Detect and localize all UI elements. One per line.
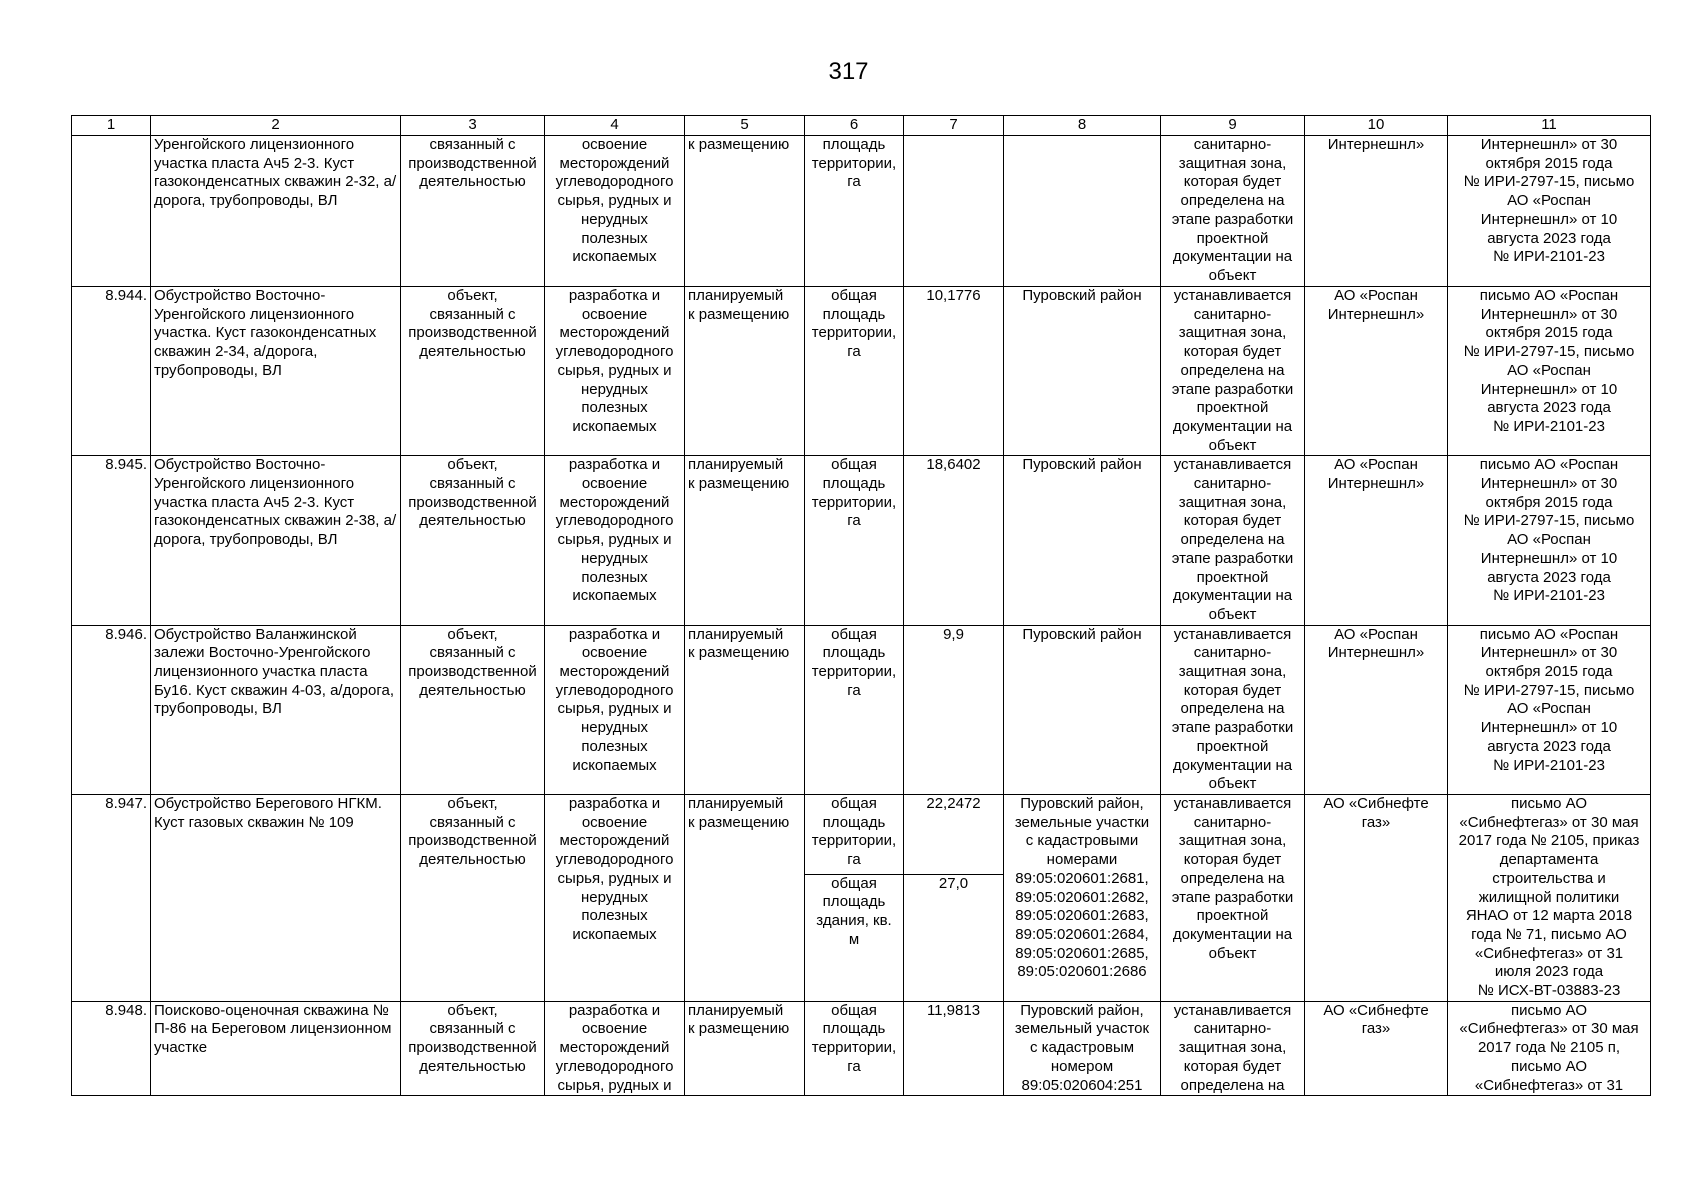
object-purpose: разработка и освоение месторождений углеводородного сырья, рудных и нерудных полезных ископаемых (545, 794, 685, 1001)
table-row (72, 287, 1651, 456)
column-number: 6 (805, 116, 904, 136)
table-row (72, 794, 1651, 874)
table-row (72, 625, 1651, 794)
initiator-org: АО «Роспан Интернешнл» (1305, 287, 1448, 456)
column-number: 2 (151, 116, 401, 136)
row-number: 8.948. (72, 1001, 151, 1096)
column-number: 9 (1161, 116, 1305, 136)
column-number: 5 (685, 116, 805, 136)
object-purpose: разработка и освоение месторождений углеводородного сырья, рудных и нерудных полезных ископаемых (545, 456, 685, 625)
object-category: объект, связанный с производственной деятельностью (401, 287, 545, 456)
object-name: Обустройство Берегового НГКМ. Куст газовых скважин № 109 (151, 794, 401, 1001)
basis-document: письмо АО «Роспан Интернешнл» от 30 октября 2015 года № ИРИ-2797-15, письмо АО «Роспан Интернешнл» от 10 августа 2023 года № ИРИ-2101-23 (1448, 456, 1651, 625)
row-number (72, 136, 151, 287)
column-number: 4 (545, 116, 685, 136)
object-location: Пуровский район, земельный участок с кадастровым номером 89:05:020604:251 (1004, 1001, 1161, 1096)
object-purpose: разработка и освоение месторождений углеводородного сырья, рудных и (545, 1001, 685, 1096)
protection-zone: устанавливается санитарно- защитная зона, которая будет определена на этапе разработки проектной документации на объект (1161, 287, 1305, 456)
object-status: планируемый к размещению (685, 1001, 805, 1096)
column-number: 7 (904, 116, 1004, 136)
characteristic-name: общая площадь здания, кв. м (805, 874, 904, 1001)
characteristic-value: 18,6402 (904, 456, 1004, 625)
object-category: связанный с производственной деятельностью (401, 136, 545, 287)
column-number: 3 (401, 116, 545, 136)
row-number: 8.946. (72, 625, 151, 794)
characteristic-name: общая площадь территории, га (805, 287, 904, 456)
column-number: 1 (72, 116, 151, 136)
column-number: 10 (1305, 116, 1448, 136)
initiator-org: АО «Роспан Интернешнл» (1305, 456, 1448, 625)
characteristic-value: 11,9813 (904, 1001, 1004, 1096)
protection-zone: устанавливается санитарно- защитная зона, которая будет определена на этапе разработки проектной документации на объект (1161, 625, 1305, 794)
initiator-org: АО «Роспан Интернешнл» (1305, 625, 1448, 794)
basis-document: Интернешнл» от 30 октября 2015 года № ИРИ-2797-15, письмо АО «Роспан Интернешнл» от 10 августа 2023 года № ИРИ-2101-23 (1448, 136, 1651, 287)
column-number: 11 (1448, 116, 1651, 136)
basis-document: письмо АО «Сибнефтегаз» от 30 мая 2017 года № 2105, приказ департамента строительства и жилищной политики ЯНАО от 12 марта 2018 года № 71, письмо АО «Сибнефтегаз» от 31 июля 2023 года № ИСХ-ВТ-03883-23 (1448, 794, 1651, 1001)
object-location: Пуровский район (1004, 625, 1161, 794)
initiator-org: АО «Сибнефте газ» (1305, 794, 1448, 1001)
table-row (72, 136, 1651, 287)
object-status: к размещению (685, 136, 805, 287)
object-status: планируемый к размещению (685, 625, 805, 794)
object-status: планируемый к размещению (685, 287, 805, 456)
object-name: Уренгойского лицензионного участка пласта Ач5 2-3. Куст газоконденсатных скважин 2-32, а/дорога, трубопроводы, ВЛ (151, 136, 401, 287)
object-name: Поисково-оценочная скважина № П-86 на Береговом лицензионном участке (151, 1001, 401, 1096)
object-category: объект, связанный с производственной деятельностью (401, 794, 545, 1001)
object-category: объект, связанный с производственной деятельностью (401, 625, 545, 794)
object-purpose: освоение месторождений углеводородного сырья, рудных и нерудных полезных ископаемых (545, 136, 685, 287)
row-number: 8.947. (72, 794, 151, 1001)
characteristic-value: 9,9 (904, 625, 1004, 794)
initiator-org: Интернешнл» (1305, 136, 1448, 287)
object-location (1004, 136, 1161, 287)
page-number: 317 (828, 58, 869, 85)
object-location: Пуровский район, земельные участки с кадастровыми номерами 89:05:020601:2681, 89:05:020601:2682, 89:05:020601:2683, 89:05:020601:2684, 89:05:020601:2685, 89:05:020601:2686 (1004, 794, 1161, 1001)
protection-zone: устанавливается санитарно- защитная зона, которая будет определена на этапе разработки проектной документации на объект (1161, 794, 1305, 1001)
initiator-org: АО «Сибнефте газ» (1305, 1001, 1448, 1096)
objects-table (71, 115, 1651, 1096)
column-number: 8 (1004, 116, 1161, 136)
characteristic-value: 10,1776 (904, 287, 1004, 456)
object-name: Обустройство Восточно-Уренгойского лицензионного участка. Куст газоконденсатных скважин 2-34, а/дорога, трубопроводы, ВЛ (151, 287, 401, 456)
column-number-row (72, 116, 1651, 136)
object-name: Обустройство Восточно-Уренгойского лицензионного участка пласта Ач5 2-3. Куст газоконденсатных скважин 2-38, а/дорога, трубопроводы, ВЛ (151, 456, 401, 625)
protection-zone: санитарно- защитная зона, которая будет определена на этапе разработки проектной документации на объект (1161, 136, 1305, 287)
object-status: планируемый к размещению (685, 456, 805, 625)
object-location: Пуровский район (1004, 456, 1161, 625)
characteristic-value: 27,0 (904, 874, 1004, 1001)
row-number: 8.944. (72, 287, 151, 456)
basis-document: письмо АО «Роспан Интернешнл» от 30 октября 2015 года № ИРИ-2797-15, письмо АО «Роспан Интернешнл» от 10 августа 2023 года № ИРИ-2101-23 (1448, 625, 1651, 794)
characteristic-name: общая площадь территории, га (805, 794, 904, 874)
table-row (72, 1001, 1651, 1096)
object-purpose: разработка и освоение месторождений углеводородного сырья, рудных и нерудных полезных ископаемых (545, 625, 685, 794)
protection-zone: устанавливается санитарно- защитная зона, которая будет определена на (1161, 1001, 1305, 1096)
object-location: Пуровский район (1004, 287, 1161, 456)
basis-document: письмо АО «Сибнефтегаз» от 30 мая 2017 года № 2105 п, письмо АО «Сибнефтегаз» от 31 (1448, 1001, 1651, 1096)
protection-zone: устанавливается санитарно- защитная зона, которая будет определена на этапе разработки проектной документации на объект (1161, 456, 1305, 625)
basis-document: письмо АО «Роспан Интернешнл» от 30 октября 2015 года № ИРИ-2797-15, письмо АО «Роспан Интернешнл» от 10 августа 2023 года № ИРИ-2101-23 (1448, 287, 1651, 456)
characteristic-name: общая площадь территории, га (805, 625, 904, 794)
characteristic-name: площадь территории, га (805, 136, 904, 287)
characteristic-name: общая площадь территории, га (805, 456, 904, 625)
object-category: объект, связанный с производственной деятельностью (401, 1001, 545, 1096)
characteristic-value: 22,2472 (904, 794, 1004, 874)
object-status: планируемый к размещению (685, 794, 805, 1001)
characteristic-value (904, 136, 1004, 287)
table-row (72, 456, 1651, 625)
object-category: объект, связанный с производственной деятельностью (401, 456, 545, 625)
object-name: Обустройство Валанжинской залежи Восточно-Уренгойского лицензионного участка пласта Бу16. Куст скважин 4-03, а/дорога, трубопроводы, ВЛ (151, 625, 401, 794)
object-purpose: разработка и освоение месторождений углеводородного сырья, рудных и нерудных полезных ископаемых (545, 287, 685, 456)
row-number: 8.945. (72, 456, 151, 625)
characteristic-name: общая площадь территории, га (805, 1001, 904, 1096)
